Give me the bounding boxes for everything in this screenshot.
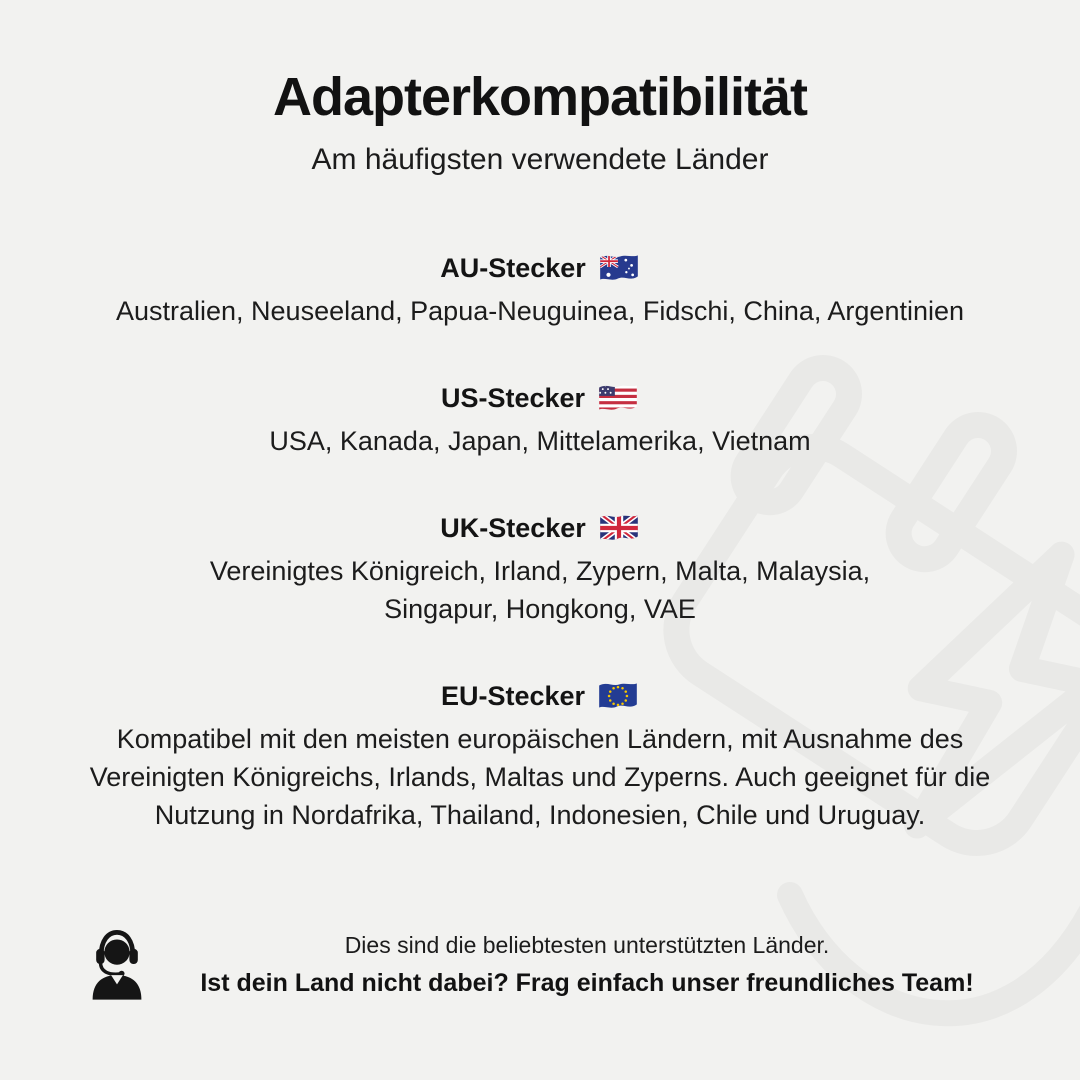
uk-flag-icon — [598, 512, 640, 544]
section-uk-countries: Vereinigtes Königreich, Irland, Zypern, Malta, Malaysia, Singapur, Hongkong, VAE — [209, 556, 871, 624]
australia-flag-icon — [598, 252, 640, 284]
section-eu-title: EU-Stecker — [440, 681, 586, 711]
footer-cta: Ist dein Land nicht dabei? Frag einfach unser freundliches Team! — [200, 968, 974, 997]
section-au-stecker — [0, 250, 1080, 330]
section-eu-countries: Kompatibel mit den meisten europäischen Ländern, mit Ausnahme des Vereinigten Königreichs, Irlands, Maltas und Zyperns. Auch geeignet für die Nutzung in Nordafrika, Thailand, Indonesien, Chile und Uruguay. — [89, 724, 991, 830]
section-us-header — [0, 380, 1080, 416]
section-us-stecker — [0, 380, 1080, 460]
support-headset-icon — [88, 924, 146, 1005]
page-subtitle: Am häufigsten verwendete Länder — [311, 143, 769, 176]
footer — [88, 924, 1018, 1005]
section-uk-title: UK-Stecker — [440, 513, 586, 543]
section-au-title: AU-Stecker — [440, 253, 586, 283]
section-us-countries: USA, Kanada, Japan, Mittelamerika, Vietnam — [269, 426, 811, 456]
footer-text — [146, 929, 1018, 1001]
section-us-title: US-Stecker — [440, 383, 586, 413]
plug-sections — [0, 250, 1080, 834]
section-au-countries: Australien, Neuseeland, Papua-Neuguinea, Fidschi, China, Argentinien — [115, 296, 965, 326]
section-au-header — [0, 250, 1080, 286]
section-uk-header — [0, 510, 1080, 546]
usa-flag-icon — [597, 382, 639, 414]
page-title: Adapterkompatibilität — [272, 67, 808, 127]
section-uk-stecker — [0, 510, 1080, 628]
section-eu-stecker — [0, 678, 1080, 834]
eu-flag-icon — [597, 680, 639, 712]
section-eu-header — [0, 678, 1080, 714]
footer-note: Dies sind die beliebtesten unterstützten Länder. — [344, 931, 830, 958]
header — [0, 0, 1080, 178]
